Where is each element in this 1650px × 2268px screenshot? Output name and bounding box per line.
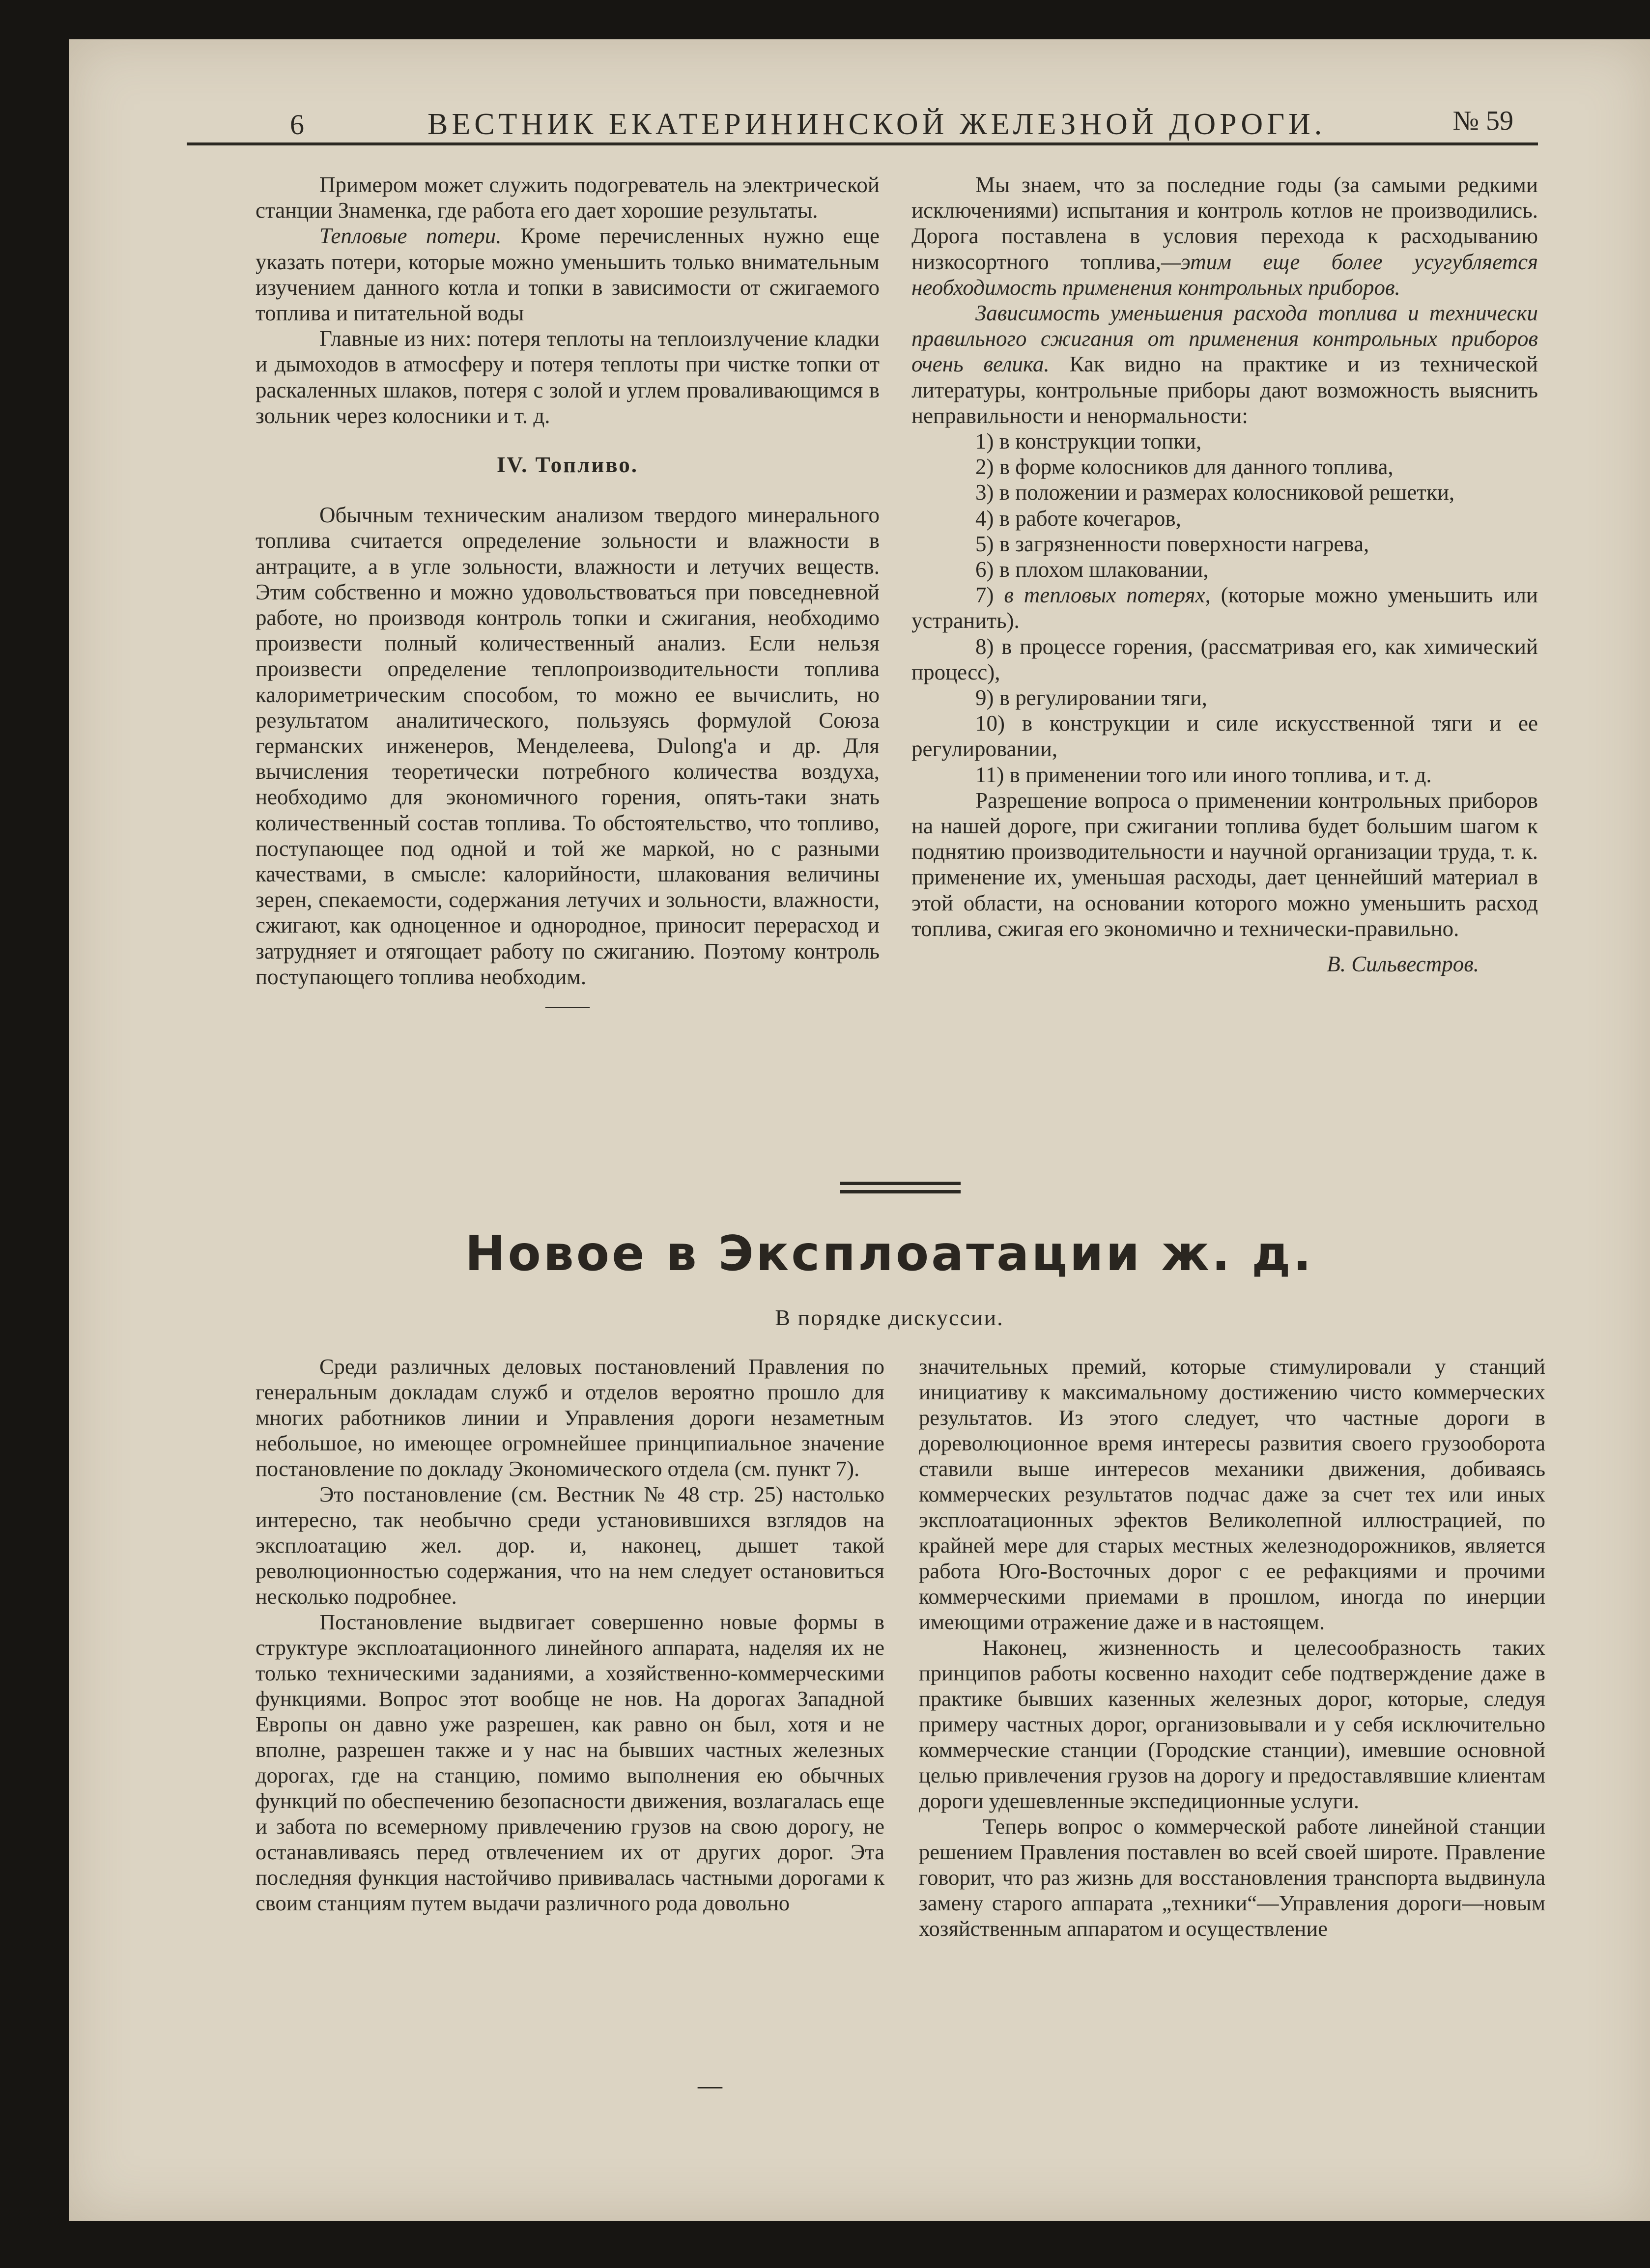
list-item: 9) в регулировании тяги,: [975, 685, 1207, 710]
list-item: 6) в плохом шлаковании,: [975, 557, 1209, 582]
issue-number: № 59: [1452, 106, 1513, 136]
article-subtitle: В порядке дискуссии.: [775, 1305, 1004, 1330]
paragraph: Разрешение вопроса о применении контрольных приборов на нашей дороге, при сжигании топлива будет большим шагом к поднятию производительности и научной организации труда, т. к. применение их, уменьшая расходы, дает ценнейший материал в этой области, на основании которого можно уменьшить расход топлива, сжигая его экономично и технически-правильно.: [911, 788, 1538, 941]
paragraph-text: Мы знаем, что за последние годы (за самыми редкими исключениями) испытания и контроль котлов не производились. Дорога поставлена в условия перехода к расходыванию низкосортного топлива,: [911, 172, 1538, 274]
journal-title: ВЕСТНИК ЕКАТЕРИНИНСКОЙ ЖЕЛЕЗНОЙ ДОРОГИ.: [427, 108, 1326, 141]
page-number: 6: [290, 109, 304, 141]
bottom-dash: —: [698, 2071, 722, 2099]
list-item-text: (которые можно уменьшить или устранить).: [911, 583, 1538, 633]
section-divider: [840, 1190, 961, 1193]
paragraph: Обычным техническим анализом твердого минерального топлива считается определение зольности и влажности в антраците, а в угле зольности, влажности и летучих веществ. Этим собственно и можно удовольствоваться при повседневной работе, но производя контроль топки и сжигания, необходимо произвести полный количественный анализ. Если нельзя произвести определение теплопроизводительности топлива калориметрическим способом, то можно ее вычислить, но результатом аналитического, пользуясь формулой Союза германских инженеров, Менделеева, Dulong'a и др. Для вычисления теоретически потребного количества воздуха, необходимо для экономичного горения, опять-таки знать количественный состав топлива. То обстоятельство, что топливо, поступающее под одной и той же маркой, но с разными качествами, в смысле: калорийности, шлакования величины зерен, спекаемости, содержания летучих и зольности, влажности, сжигают, как одноценное и однородное, приносит перерасход и затрудняет и отягощает работу по сжиганию. Поэтому контроль поступающего топлива необходим.: [256, 503, 880, 989]
paragraph-emphasis: Зависимость уменьшения расхода топлива и технически правильного сжигания от применения контрольных приборов очень велика.: [911, 301, 1538, 377]
paragraph: Наконец, жизненность и целесообразность таких принципов работы косвенно находит себе подтверждение даже в практике бывших казенных железных дорог, которые, следуя примеру частных дорог, организовывали и у себя исключительно коммерческие станции (Городские станции), имевшие основной целью привлечения грузов на дорогу и предоставлявшие клиентам дороги удешевленные экспедиционные услуги.: [919, 1635, 1545, 1813]
article1-column-right: [911, 172, 1538, 977]
section-divider: [840, 1182, 961, 1185]
list-item: 2) в форме колосников для данного топлива,: [975, 454, 1394, 480]
list-item: 11) в применении того или иного топлива, и т. д.: [975, 762, 1432, 787]
paragraph-text: Как видно на практике и из технической литературы, контрольные приборы дают возможность выяснить неправильности и ненормальности:: [911, 352, 1538, 428]
paragraph: Главные из них: потеря теплоты на теплоизлучение кладки и дымоходов в атмосферу и потеря теплоты при чистке топки от раскаленных шлаков, потеря с золой и углем проваливающимся в зольник через колосники и т. д.: [256, 326, 880, 428]
list-item: 1) в конструкции топки,: [975, 429, 1202, 454]
list-item: [911, 582, 1538, 633]
end-dash: ——: [545, 993, 590, 1018]
list-item: 3) в положении и размерах колосниковой решетки,: [975, 480, 1455, 505]
paragraph: [911, 300, 1538, 428]
paragraph-text: Кроме перечисленных нужно еще указать потери, которые можно уменьшить только внимательным изучением данного котла и топки в зависимости от сжигаемого топлива и питательной воды: [256, 224, 880, 326]
paragraph: Постановление выдвигает совершенно новые формы в структуре эксплоатационного линейного аппарата, наделяя их не только техническими заданиями, а хозяйственно-коммерческими функциями. Вопрос этот вообще не нов. На дорогах Западной Европы он давно уже разрешен, как равно он был, хотя и не вполне, разрешен также и у нас на бывших частных железных дорогах, где на станцию, помимо выполнения ею обычных функций по обеспечению безопасности движения, возлагалась еще и забота по всемерному привлечению грузов на свою дорогу, не останавливаясь перед отвлечением их от других дорог. Эта последняя функция настойчиво прививалась частными дорогами к своим станциям путем выдачи различного рода довольно: [256, 1610, 884, 1915]
section-heading: IV. Топливо.: [496, 453, 639, 478]
page-header: [187, 69, 1538, 145]
list-item: 8) в процессе горения, (рассматривая его, как химический процесс),: [911, 634, 1538, 684]
paragraph: значительных премий, которые стимулировали у станций инициативу к максимальному достижению чисто коммерческих результатов. Из этого следует, что частные дороги в дореволюционное время интересы развития своего грузооборота ставили выше интересов механики движения, добиваясь коммерческих результатов подчас даже за счет тех или иных эксплоатационных эфектов Великолепной иллюстрацией, по крайней мере для старых местных железнодорожников, является работа Юго-Восточных дорог с ее рефакциями и прочими коммерческими приемами в прошлом, иногда по инерции имеющими отражение даже и в настоящем.: [919, 1354, 1545, 1634]
list-item: 4) в работе кочегаров,: [975, 506, 1181, 531]
list-item: 10) в конструкции и силе искусственной тяги и ее регулировании,: [911, 711, 1538, 762]
paragraph: [911, 172, 1538, 300]
article1-column-left: [256, 172, 880, 1018]
list-item: 5) в загрязненности поверхности нагрева,: [975, 531, 1369, 556]
author-signature: В. Сильвестров.: [1327, 952, 1479, 977]
list-item-emphasis: в тепловых потерях,: [1004, 583, 1211, 608]
list-item-number: 7): [975, 583, 1004, 608]
paragraph-emphasis: —этим еще более усугубляется необходимость применения контрольных приборов.: [911, 249, 1538, 300]
paragraph: Примером может служить подогреватель на электрической станции Знаменка, где работа его дает хорошие результаты.: [256, 172, 880, 223]
paragraph: [256, 223, 880, 326]
paragraph: Теперь вопрос о коммерческой работе линейной станции решением Правления поставлен во всей своей широте. Правление говорит, что раз жизнь для восстановления транспорта выдвинула замену старого аппарата „техники“—Управления дороги—новым хозяйственным аппаратом и осуществление: [919, 1814, 1545, 1941]
article2-column-left: [256, 1354, 884, 1916]
paragraph: Это постановление (см. Вестник № 48 стр. 25) настолько интересно, так необычно среди установившихся взглядов на эксплоатацию жел. дор. и, наконец, дышет такой революционностью содержания, что на нем следует остановиться несколько подробнее.: [256, 1482, 884, 1609]
article-title: Новое в Эксплоатации ж. д.: [465, 1226, 1314, 1282]
paragraph: Среди различных деловых постановлений Правления по генеральным докладам служб и отделов вероятно прошло для многих работников линии и Управления дороги незаметным небольшое, но имеющее огромнейшее принципиальное значение постановление по докладу Экономического отдела (см. пункт 7).: [256, 1354, 884, 1481]
paragraph-lead: Тепловые потери.: [319, 224, 502, 249]
article2-column-right: [919, 1354, 1545, 1941]
